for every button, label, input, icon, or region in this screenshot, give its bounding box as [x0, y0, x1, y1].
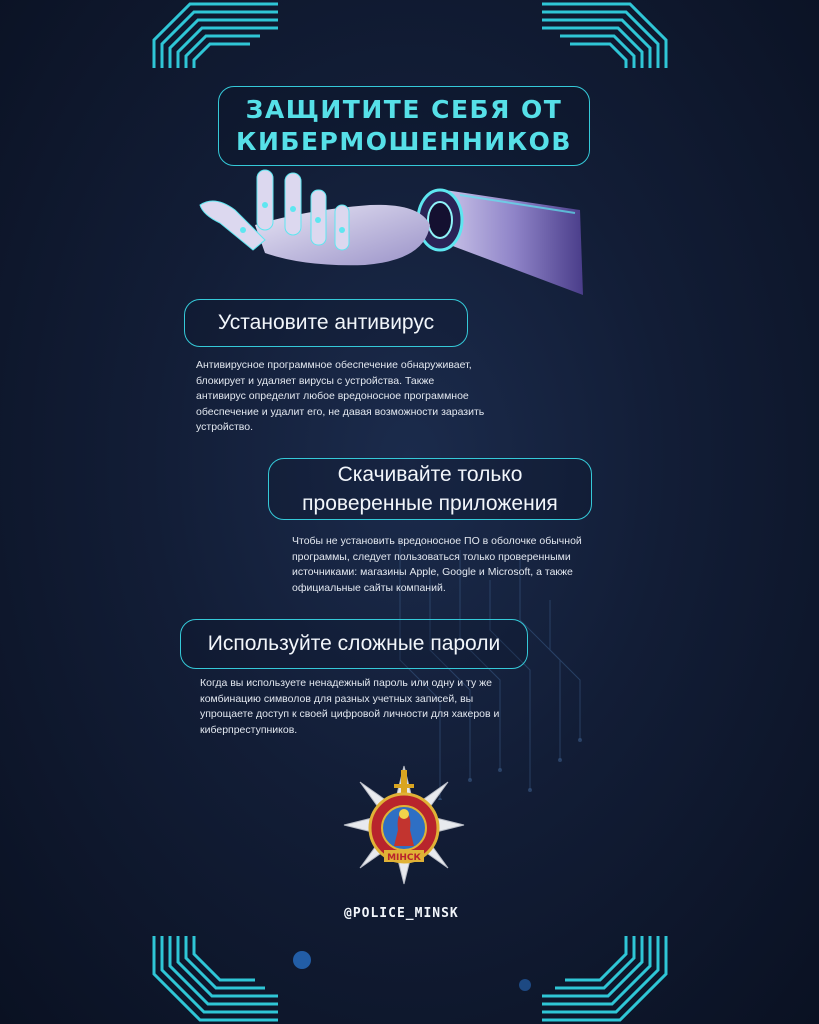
heading-strong-passwords-label: Используйте сложные пароли [207, 632, 501, 655]
heading-verified-apps-line1: Скачивайте только [337, 463, 523, 486]
text-antivirus: Антивирусное программное обеспечение обнаруживает, блокирует и удаляет вирусы с устройства. Также антивирус определит любое вредоносное программное обеспечение и удалит его, не давая возможности заразить устройство. [196, 359, 485, 433]
circuit-decoration-bottom-left [150, 934, 280, 1024]
circuit-decoration-top-right [540, 0, 670, 70]
glow-dots [280, 940, 560, 1000]
circuit-decoration-top-left [150, 0, 280, 70]
heading-verified-apps [268, 458, 592, 520]
heading-verified-apps-line2: проверенные приложения [302, 492, 558, 515]
page-title-line1: ЗАЩИТИТЕ СЕБЯ ОТ [245, 95, 563, 124]
heading-antivirus-label: Установите антивирус [217, 311, 435, 334]
robot-hand-image [195, 165, 585, 305]
svg-text:МІНСК: МІНСК [387, 853, 421, 863]
heading-antivirus [184, 299, 468, 347]
text-verified-apps: Чтобы не установить вредоносное ПО в оболочке обычной программы, следует пользоваться только проверенными источниками: магазины Apple, Google и Microsoft, а также официальные сайты компаний. [292, 535, 582, 594]
police-emblem-icon [342, 762, 466, 888]
text-strong-passwords: Когда вы используете ненадежный пароль или одну и ту же комбинацию символов для разных учетных записей, вы упрощаете доступ к своей цифровой личности для хакеров и киберпреступников. [200, 677, 500, 736]
title-box [218, 86, 590, 166]
heading-strong-passwords [180, 619, 528, 669]
page-title-line2: КИБЕРМОШЕННИКОВ [236, 127, 572, 156]
social-handle: @POLICE_MINSK [344, 906, 459, 921]
